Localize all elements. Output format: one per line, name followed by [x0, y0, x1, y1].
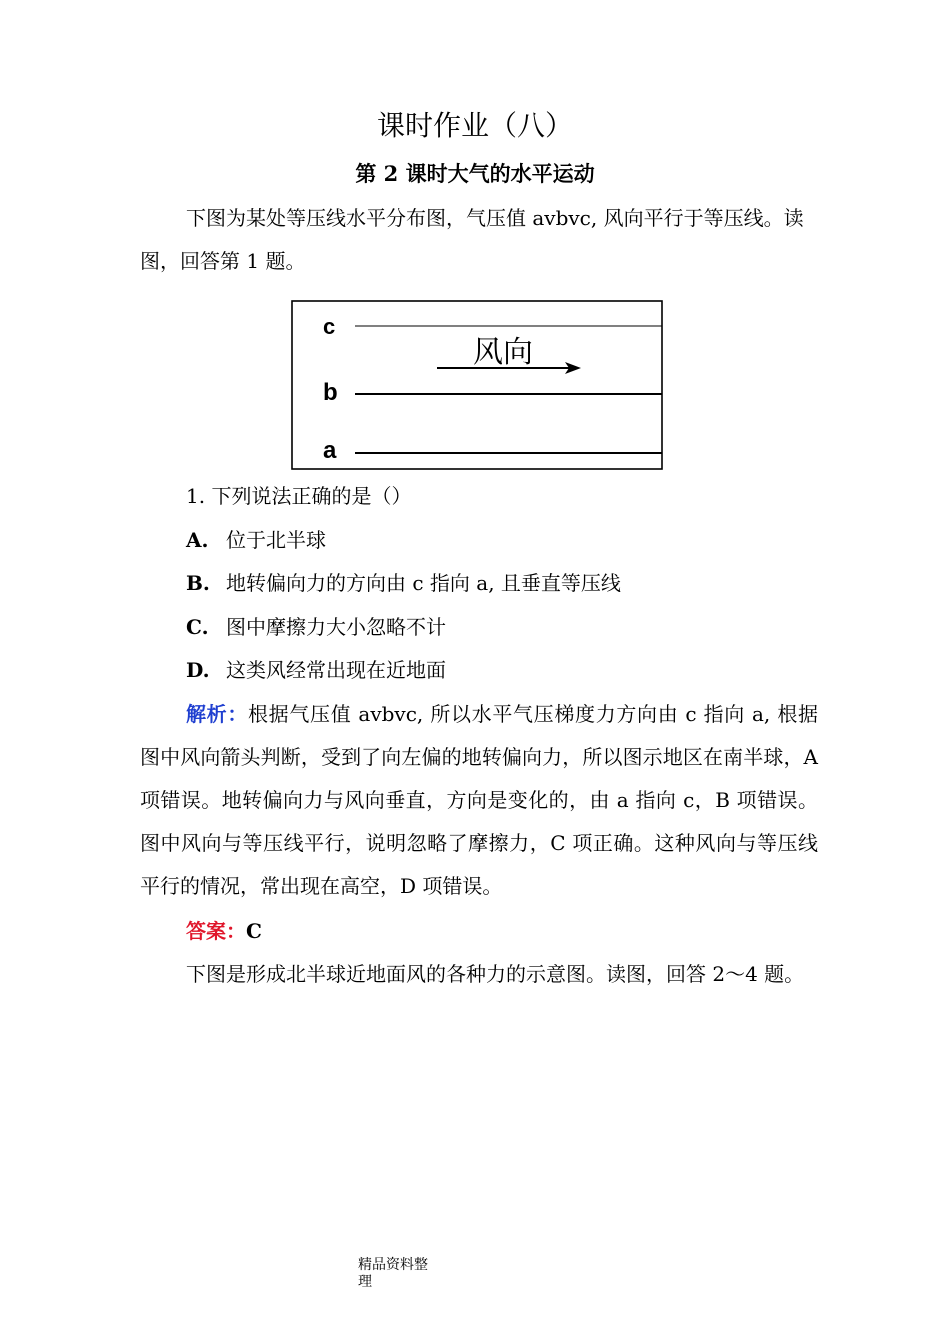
option-a-text: 位于北半球: [226, 528, 326, 552]
wind-direction-label: 风向: [473, 335, 533, 370]
answer-line: [186, 917, 262, 945]
section-subtitle: 第 2 课时大气的水平运动: [355, 161, 595, 186]
option-c-letter: C.: [186, 615, 209, 639]
isobar-figure: [291, 300, 663, 470]
answer-label: 答案：: [186, 919, 246, 943]
isobar-label-b: b: [323, 379, 338, 406]
option-a: [186, 526, 326, 554]
isobar-label-a: a: [323, 437, 337, 464]
answer-value: C: [246, 919, 262, 943]
footer-note: 精品资料整理: [358, 1257, 428, 1290]
page-title: 课时作业（八）: [376, 109, 573, 142]
option-d-letter: D.: [186, 658, 210, 682]
analysis-paragraph: [140, 693, 818, 908]
option-c: [186, 613, 446, 641]
analysis-label: 解析：: [186, 702, 249, 726]
intro-line-2: 图，回答第 1 题。: [140, 249, 306, 273]
option-b: [186, 569, 621, 597]
next-question-intro: 下图是形成北半球近地面风的各种力的示意图。读图，回答 2〜4 题。: [186, 962, 805, 986]
question-1-stem: 1. 下列说法正确的是（）: [186, 484, 412, 508]
option-c-text: 图中摩擦力大小忽略不计: [226, 615, 446, 639]
option-a-letter: A.: [186, 528, 209, 552]
option-d-text: 这类风经常出现在近地面: [226, 658, 446, 682]
option-d: [186, 656, 446, 684]
option-b-text: 地转偏向力的方向由 c 指向 a, 且垂直等压线: [226, 571, 621, 595]
analysis-text: 根据气压值 avbvc, 所以水平气压梯度力方向由 c 指向 a, 根据图中风向箭头判断，受到了向左偏的地转偏向力，所以图示地区在南半球，A 项错误。地转偏向力与风向垂直，方向是变化的，由 a 指向 c，B 项错误。图中风向与等压线平行，说明忽略了摩擦力，C 项正确。这种风向与等压线平行的情况，常出现在高空，D 项错误。: [140, 702, 818, 898]
option-b-letter: B.: [186, 571, 210, 595]
isobar-label-c: c: [323, 314, 336, 339]
intro-line-1: 下图为某处等压线水平分布图，气压值 avbvc, 风向平行于等压线。读: [186, 206, 804, 230]
